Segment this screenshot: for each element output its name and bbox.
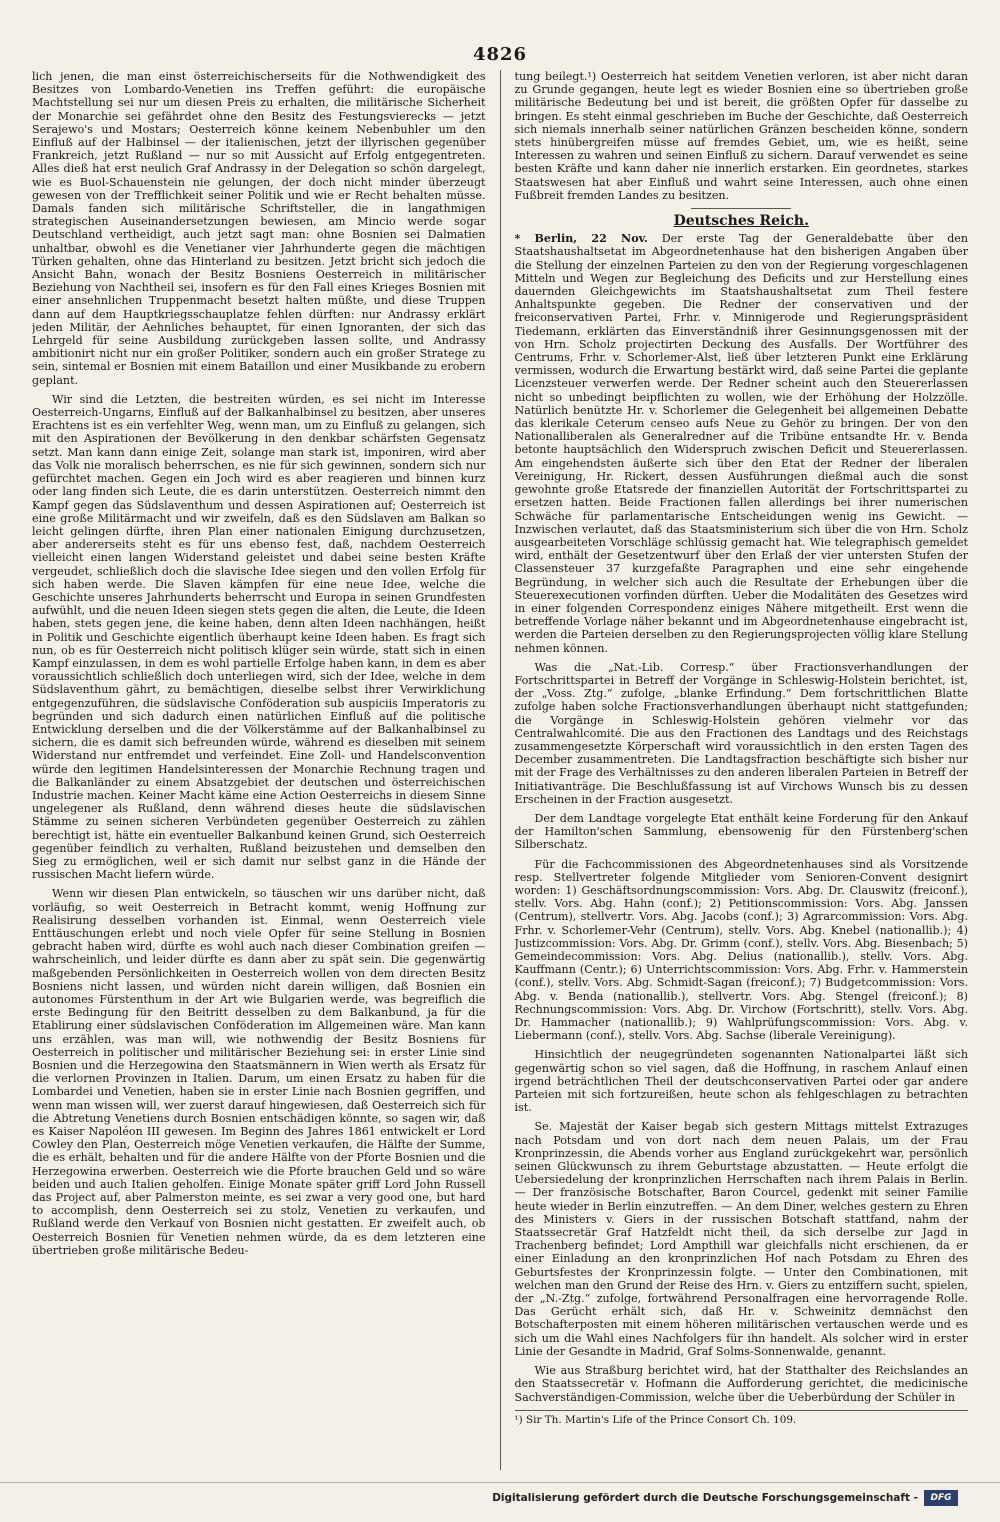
digitization-credit bbox=[492, 1490, 958, 1506]
credit-text: Digitalisierung gefördert durch die Deutsche Forschungsgemeinschaft - bbox=[492, 1492, 918, 1504]
left-paragraph: lich jenen, die man einst österreichischerseits für die Nothwendigkeit des Besitzes von Lombardo-Venetien ins Treffen geführt: die europäische Machtstellung sei nur um diesen Preis zu erhalten, die militärische Sicherheit der Monarchie sei gefährdet ohne den Besitz des Festungsvierecks — jetzt Serajewo's und Mostars; Oesterreich könne keinem Nebenbuhler um den Einfluß auf der Halbinsel — der italienischen, jetzt der illyrischen gegenüber Frankreich, jetzt Rußland — nur so mit Aussicht auf Erfolg entgegentreten. Alles dieß hat erst neulich Graf Andrassy in der Delegation so schön dargelegt, wie es Buol-Schauenstein nie gelungen, der doch nicht minder überzeugt gewesen von der Trefflichkeit seiner Politik und wie er Recht behalten müsse. Damals fanden sich militärische Schriftsteller, die in langathmigen strategischen Auseinandersetzungen bewiesen, am Mincio werde sogar Deutschland vertheidigt, auch jetzt sagt man: ohne Bosnien sei Dalmatien unhaltbar, obwohl es die Venetianer vier Jahrhunderte gegen die mächtigen Türken gehalten, ohne das Hinterland zu besitzen. Jetzt bricht sich jedoch die Ansicht Bahn, wonach der Besitz Bosniens Oesterreich in militärischer Beziehung von Nachtheil sei, insofern es für den Fall eines Krieges Bosnien mit einer ansehnlichen Truppenmacht besetzt halten müßte, und diese Truppen dann auf dem Hauptkriegsschauplatze fehlen dürften: nur Andrassy erklärt jeden Militär, der Aehnliches behauptet, für einen Ignoranten, der sich das Lehrgeld für seine Ausbildung zurückgeben lassen sollte, und Andrassy ambitionirt nicht nur ein großer Politiker, sondern auch ein großer Stratege zu sein, sintemal er Bosnien mit einem Bataillon und einer Musikbande zu erobern geplant. bbox=[32, 70, 486, 387]
left-paragraph: Wenn wir diesen Plan entwickeln, so täuschen wir uns darüber nicht, daß vorläufig, so weit Oesterreich in Betracht kommt, wenig Hoffnung zur Realisirung desselben vorhanden ist. Einmal, wenn Oesterreich viele Enttäuschungen erlebt und noch viele Opfer für seine Stellung in Bosnien gebracht haben wird, dürfte es wohl auch nach dieser Combination greifen — wahrscheinlich, und leider dürfte es dann aber zu spät sein. Die gegenwärtig maßgebenden Persönlichkeiten in Oesterreich wollen von dem directen Besitz Bosniens nicht lassen, und würden nicht darein willigen, daß Bosnien ein autonomes Fürstenthum in der Art wie Bulgarien werde, was begreiflich die erste Bedingung für den Beitritt desselben zu dem Balkanbund, ja für die Etablirung einer südslavischen Conföderation im Allgemeinen wäre. Man kann uns erzählen, was man will, wie nothwendig der Besitz Bosniens für Oesterreich in politischer und militärischer Beziehung sei: in erster Linie sind Bosnien und die Herzegowina den Staatsmännern in Wien werth als Ersatz für die verlornen Provinzen in Italien. Darum, um einen Ersatz zu haben für die Lombardei und Venetien, haben sie in erster Linie nach Bosnien gegriffen, und wenn man wissen will, wer zuerst darauf hingewiesen, daß Oesterreich sich für die Abtretung Venetiens durch Bosnien entschädigen könnte, so sagen wir, daß es Kaiser Napoléon III gewesen. Im Beginn des Jahres 1861 entwickelt er Lord Cowley den Plan, Oesterreich möge Venetien verkaufen, die Hälfte der Summe, die es erhält, behalten und für die andere Hälfte von der Pforte Bosnien und die Herzegowina erwerben. Oesterreich wie die Pforte brauchen Geld und so wäre beiden und auch Italien geholfen. Einige Monate später griff Lord John Russell das Project auf, aber Palmerston meinte, es sei zwar a very good one, but hard to accomplish, denn Oesterreich sei zu stolz, Venetien zu verkaufen, und Rußland werde den Verkauf von Bosnien nicht gestatten. Er zweifelt auch, ob Oesterreich Bosnien für Venetien nehmen würde, da es dem letzteren eine übertrieben große militärische Bedeu- bbox=[32, 887, 486, 1257]
right-paragraph: Für die Fachcommissionen des Abgeordnetenhauses sind als Vorsitzende resp. Stellvertreter folgende Mitglieder vom Senioren-Convent designirt worden: 1) Geschäftsordnungscommission: Vors. Abg. Dr. Clauswitz (freiconf.), stellv. Vors. Abg. Hahn (conf.); 2) Petitionscommission: Vors. Abg. Janssen (Centrum), stellvertr. Vors. Abg. Jacobs (conf.); 3) Agrarcommission: Vors. Abg. Frhr. v. Schorlemer-Vehr (Centrum), stellv. Vors. Abg. Knebel (nationallib.); 4) Justizcommission: Vors. Abg. Dr. Grimm (conf.), stellv. Vors. Abg. Biesenbach; 5) Gemeindecommission: Vors. Abg. Delius (nationallib.), stellv. Vors. Abg. Kauffmann (Centr.); 6) Unterrichtscommission: Vors. Abg. Frhr. v. Hammerstein (conf.), stellv. Vors. Abg. Schmidt-Sagan (freiconf.); 7) Budgetcommission: Vors. Abg. v. Benda (nationallib.), stellvertr. Vors. Abg. Stengel (freiconf.); 8) Rechnungscommission: Vors. Abg. Dr. Virchow (Fortschritt), stellv. Vors. Abg. Dr. Hammacher (nationallib.); 9) Wahlprüfungscommission: Vors. Abg. v. Liebermann (conf.), stellv. Vors. Abg. Sachse (liberale Vereinigung). bbox=[514, 857, 969, 1043]
article-columns bbox=[32, 70, 968, 1470]
right-paragraph: Wie aus Straßburg berichtet wird, hat der Statthalter des Reichslandes an den Staatssecretär v. Hofmann die Aufforderung gerichtet, die medicinische Sachverständigen-Commission, welche über die Ueberbürdung der Schüler in bbox=[514, 1364, 969, 1404]
column-rule bbox=[500, 70, 501, 1470]
right-paragraph: Der dem Landtage vorgelegte Etat enthält keine Forderung für den Ankauf der Hamilton'schen Sammlung, ebensowenig für den Fürstenberg'schen Silberschatz. bbox=[514, 811, 969, 852]
page-number: 4826 bbox=[472, 44, 528, 65]
right-paragraph bbox=[515, 232, 969, 655]
section-divider bbox=[691, 208, 791, 209]
dateline: * Berlin, 22 Nov. bbox=[514, 232, 648, 246]
footer-rule bbox=[0, 1482, 1000, 1483]
left-column bbox=[32, 70, 486, 1470]
right-column bbox=[515, 70, 969, 1470]
right-paragraph: Was die „Nat.-Lib. Corresp.“ über Fractionsverhandlungen der Fortschrittspartei in Betreff der Vorgänge in Schleswig-Holstein berichtet, ist, der „Voss. Ztg.“ zufolge, „blanke Erfindung.“ Dem fortschrittlichen Blatte zufolge haben solche Fractionsverhandlungen überhaupt nicht stattgefunden; die Vorgänge in Schleswig-Holstein gehören vielmehr vor das Centralwahlcomité. Die aus den Fractionen des Landtags und des Reichstags zusammengesetzte Körperschaft wird voraussichtlich in den ersten Tagen des December zusammentreten. Die Landtagsfraction beschäftigte sich bisher nur mit der Frage des Verhältnisses zu den anderen liberalen Parteien in Betreff der Initiativanträge. Die Beschlußfassung ist auf Virchows Wunsch bis zu dessen Erscheinen in der Fraction ausgesetzt. bbox=[514, 660, 969, 806]
right-paragraph: Se. Majestät der Kaiser begab sich gestern Mittags mittelst Extrazuges nach Potsdam und von dort nach dem neuen Palais, um der Frau Kronprinzessin, die Abends vorher aus England zurückgekehrt war, persönlich seinen Glückwunsch zu ihrem Geburtstage abzustatten. — Heute erfolgt die Uebersiedelung der kronprinzlichen Herrschaften nach ihrem Palais in Berlin. — Der französische Botschafter, Baron Courcel, gedenkt mit seiner Familie heute wieder in Berlin einzutreffen. — An dem Diner, welches gestern zu Ehren des Ministers v. Giers in der russischen Botschaft stattfand, nahm der Staatssecretär Graf Hatzfeldt nicht theil, da sich derselbe zur Jagd in Trachenberg befindet; Lord Ampthill war gleichfalls nicht erschienen, da er einer Einladung an den kronprinzlichen Hof nach Potsdam zu Ehren des Geburtsfestes der Kronprinzessin folgte. — Unter den Combinationen, mit welchen man den Grund der Reise des Hrn. v. Giers zu entziffern sucht, spielen, der „N.-Ztg.“ zufolge, fortwährend Personalfragen eine hervorragende Rolle. Das Gerücht erhält sich, daß Hr. v. Schweinitz demnächst den Botschafterposten mit einem höheren militärischen vertauschen werde und es sich um die Wahl eines Nachfolgers für ihn handelt. Als solcher wird in erster Linie der Gesandte in Madrid, Graf Solms-Sonnenwalde, genannt. bbox=[514, 1120, 969, 1358]
right-paragraph-text: Der erste Tag der Generaldebatte über den Staatshaushaltsetat im Abgeordnetenhause hat den bisherigen Angaben über die Stellung der einzelnen Parteien zu den von der Regierung vorgeschlagenen Mitteln und Wegen zur Begleichung des Deficits und zur Herstellung eines dauernden Gleichgewichts im Staatshaushaltsetat zum Theil festere Anhaltspunkte gegeben. Die Redner der conservativen und der freiconservativen Partei, Frhr. v. Minnigerode und Regierungspräsident Tiedemann, erklärten das Einverständniß ihrer Gesinnungsgenossen mit der von Hrn. Scholz projectirten Deckung des Ausfalls. Der Wortführer des Centrums, Frhr. v. Schorlemer-Alst, ließ über letzteren Punkt eine Erklärung vermissen, wodurch die Erwartung bestärkt wird, daß seine Partei die geplante Licenzsteuer verwerfen werde. Der Redner scheint auch den Steuererlassen nicht so unbedingt beipflichten zu wollen, wie der Erhöhung der Holzzölle. Natürlich benützte Hr. v. Schorlemer die Gelegenheit bei allgemeinen Debatte das klerikale Ceterum censeo aufs Neue zu Gehör zu bringen. Der von den Nationalliberalen als Generalredner auf die Tribüne entsandte Hr. v. Benda betonte hauptsächlich den Widerspruch zwischen Deficit und Steuererlassen. Am eingehendsten äußerte sich über den Etat der Redner der liberalen Vereinigung, Hr. Rickert, dessen Ausführungen dießmal auch die sonst gewohnte große Etatsrede der finanziellen Autorität der Fortschrittspartei zu ersetzen hatten. Beide Fractionen fallen allerdings bei ihrer numerischen Schwäche für parlamentarische Entscheidungen wenig ins Gewicht. — Inzwischen verlautet, daß das Staatsministerium sich über die von Hrn. Scholz ausgearbeiteten Vorschläge schlüssig gemacht hat. Wie telegraphisch gemeldet wird, enthält der Gesetzentwurf über den Erlaß der vier untersten Stufen der Classensteuer 37 kurzgefaßte Paragraphen und eine sehr eingehende Begründung, in welcher sich auch die Resultate der Erhebungen über die Steuerexecutionen vorfinden dürften. Ueber die Modalitäten des Gesetzes wird in einer folgenden Correspondenz einiges Nähere mitgetheilt. Erst wenn die betreffende Vorlage näher bekannt und im Abgeordnetenhause eingebracht ist, werden die Parteien derselben zu den Regierungsprojecten völlig klare Stellung nehmen können. bbox=[514, 232, 969, 655]
left-paragraph: Wir sind die Letzten, die bestreiten würden, es sei nicht im Interesse Oesterreich-Ungarns, Einfluß auf der Balkanhalbinsel zu besitzen, aber unseres Erachtens ist es ein verfehlter Weg, wenn man, um zu Einfluß zu gelangen, sich mit den Aspirationen der Bevölkerung in den denkbar schärfsten Gegensatz setzt. Man kann dann einige Zeit, solange man stark ist, imponiren, wird aber das Volk nie moralisch beherrschen, es nie für sich gewinnen, sondern sich nur gefürchtet machen. Gegen ein Joch wird es aber reagieren und binnen kurz oder lang finden sich Leute, die es darin unterstützen. Oesterreich nimmt den Kampf gegen das Südslaventhum und dessen Aspirationen auf; Oesterreich ist eine große Militärmacht und wir zweifeln, daß es den Südslaven am Balkan so leicht gelingen dürfte, ihren Plan einer nationalen Einigung durchzusetzen, aber andererseits steht es für uns ebenso fest, daß, nachdem Oesterreich vielleicht einen langen Widerstand geleistet und dabei seine besten Kräfte vergeudet, schließlich doch die slavische Idee siegen und den vollen Erfolg für sich haben werde. Die Slaven kämpfen für eine neue Idee, welche die Geschichte unseres Jahrhunderts beherrscht und Europa in seinen Grundfesten aufwühlt, und die neuen Ideen siegen stets gegen die alten, die Leute, die Ideen haben, stets gegen jene, die keine haben, denn alten Ideen nachhängen, heißt in Politik und Geschichte eigentlich überhaupt keine Ideen haben. Es fragt sich nun, ob es für Oesterreich nicht politisch klüger sein würde, statt sich in einen Kampf einzulassen, in dem es wohl partielle Erfolge haben kann, in dem es aber voraussichtlich schließlich doch unterliegen wird, sich der Idee, welche in dem Südslaventhum gährt, zu bemächtigen, dieselbe selbst ihrer Verwirklichung entgegenzuführen, die südslavische Conföderation sub auspiciis Imperatoris zu begründen und sich dadurch einen natürlichen Einfluß auf die politische Entwicklung derselben und die der Völkerstämme auf der Balkanhalbinsel zu sichern, die es damit sich befreunden würde, während es dieselben mit seinem Widerstand nur entfremdet und verfeindet. Eine Zoll- und Handelsconvention würde den legitimen Handelsinteressen der Monarchie Rechnung tragen und die Balkanländer zu einem Absatzgebiet der deutschen und österreichischen Industrie machen. Keiner Macht käme eine Action Oesterreichs in diesem Sinne ungelegener als Rußland, denn während dieses heute die südslavischen Stämme zu seinen sicheren Verbündeten gegenüber Oesterreich zu zählen berechtigt ist, hätte ein eventueller Balkanbund keinen Grund, sich Oesterreich gegenüber feindlich zu verhalten, Rußland beizustehen und demselben den Sieg zu ermöglichen, weil er sich damit nur selbst ganz in die Hände der russischen Macht liefern würde. bbox=[32, 392, 486, 882]
right-paragraph: Hinsichtlich der neugegründeten sogenannten Nationalpartei läßt sich gegenwärtig schon so viel sagen, daß die Hoffnung, in raschem Anlauf einen irgend beträchtlichen Theil der deutschconservativen Partei oder gar andere Parteien mit sich fortzureißen, heute schon als fehlgeschlagen zu betrachten ist. bbox=[514, 1048, 969, 1115]
footnote: ¹) Sir Th. Martin's Life of the Prince Consort Ch. 109. bbox=[515, 1410, 969, 1427]
dfg-logo-icon: DFG bbox=[924, 1490, 958, 1506]
right-continuation: tung beilegt.¹) Oesterreich hat seitdem Venetien verloren, ist aber nicht daran zu Grunde gegangen, heute legt es wieder Bosnien eine so übertrieben große militärische Bedeutung bei und ist bereit, die größten Opfer für dasselbe zu bringen. Es steht einmal geschrieben im Buche der Geschichte, daß Oesterreich sich niemals innerhalb seiner natürlichen Gränzen bescheiden könne, sondern stets hinübergreifen müsse auf fremdes Gebiet, um, wie es heißt, seine Interessen zu wahren und seinen Einfluß zu sichern. Darauf verwendet es seine besten Kräfte und kann daher nie innerlich erstarken. Ein geordnetes, starkes Staatswesen hat aber Einfluß und wahrt seine Interessen, auch ohne einen Fußbreit fremden Landes zu besitzen. bbox=[514, 70, 969, 202]
section-title: Deutsches Reich. bbox=[673, 213, 809, 230]
